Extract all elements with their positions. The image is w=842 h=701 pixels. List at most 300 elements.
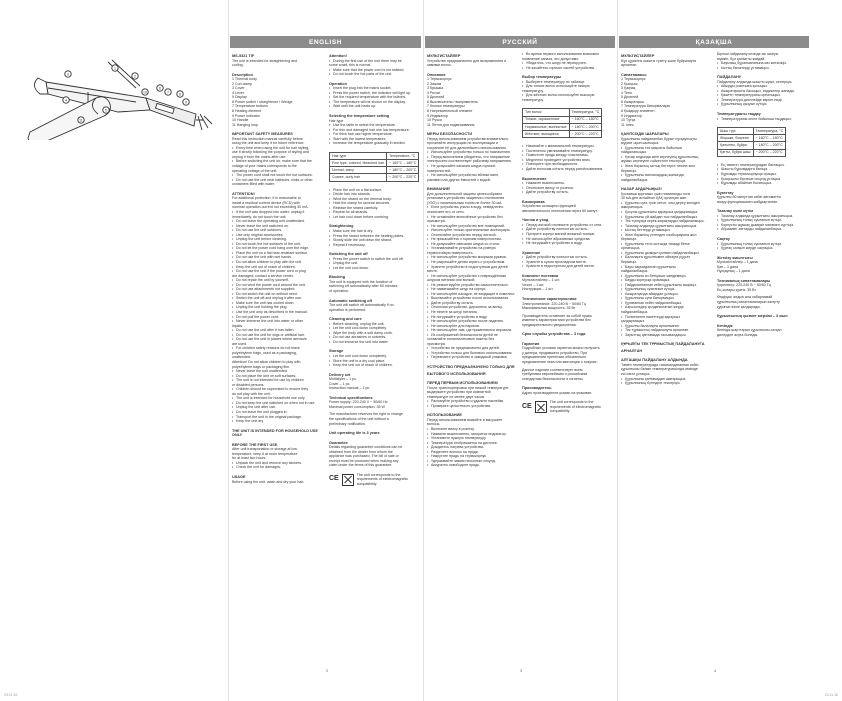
product-illustration [18, 50, 218, 140]
text-line: or disabled persons. [232, 382, 265, 387]
spacer [427, 360, 518, 363]
text-line: Нұсқаулық – 1 дана [717, 269, 750, 274]
bullet-item: • Құрылғының бүтіндігін тексеріңіз. [621, 381, 713, 386]
text-line: дилерден алуға болады. [717, 332, 759, 337]
bullet-item: • Do not wind the power cord around the unit. [232, 283, 323, 288]
text-line: 8 Нагревательный элемент [427, 109, 473, 114]
table-cell: Жёсткие, вьющиеся [523, 131, 570, 138]
table-row [523, 131, 602, 138]
text-line: Multistyler – 1 pc. [329, 377, 357, 382]
bullet-item: • Қажетті температураны орнатыңыз. [717, 93, 809, 98]
section-heading: ATTENTION! [232, 191, 255, 196]
spacer [522, 337, 614, 340]
bullet-item: • Do not touch the hot parts of the unit. [329, 72, 420, 77]
table-cell: ~ 180°C – 200°C [387, 167, 419, 174]
text-line: Hair type [329, 118, 344, 123]
bullet-item: • Не используйте там, где применяются аэрозоли. [427, 328, 518, 333]
bullet-item: • Құрылғыны суға батырмаңыз. [621, 296, 713, 301]
section-heading: Straightening [329, 224, 354, 229]
text-line: 1 Термокорпус [427, 77, 452, 82]
table-cell: Fine type, colored, bleached hair [330, 160, 387, 167]
bullet-item: • Распакуйте устройство и удалите наклейки. [427, 399, 518, 404]
page-fold-2 [423, 0, 424, 701]
page-fold-3 [617, 0, 618, 701]
spacer [329, 468, 420, 471]
bullet-item: • Тазалау алдында құрылғыны ажыратыңыз. [717, 214, 809, 219]
text-line: Before using the unit, wash and dry your hair. [232, 479, 305, 484]
spacer [329, 368, 420, 371]
bullet-item: • Не наматывайте шнур на корпус. [427, 287, 518, 292]
section-heading: Хранение [522, 250, 541, 255]
bullet-item: • Do not immerse the unit into water. [329, 340, 420, 345]
text-line: do not play with the unit. [232, 391, 271, 396]
text-line: раковин или других ёмкостей с водой. [427, 177, 491, 182]
text-line: 11 Ілгек [621, 122, 634, 127]
section-heading: Кепілдік [717, 323, 733, 328]
text-line: temperature, keep it at room temperature [232, 451, 298, 456]
bullet-item: • Шашты бұрымдарға бөліңіз. [717, 167, 809, 172]
section-heading: Сипаттамасы [621, 72, 647, 77]
table-cell: Нормальные, волнистые [523, 123, 570, 130]
section-heading: Selecting the temperature setting [329, 114, 390, 119]
text-line: мұқият оқып шығыңыз. [621, 141, 660, 146]
bullet-item: • Не разрешайте детям играть с устройством. [427, 260, 518, 265]
spacer [329, 77, 420, 80]
bullet-item: • During the first use of the unit there may be [329, 59, 420, 64]
text-line: автоматического отключения через 60 минут. [522, 208, 598, 213]
text-line: появление запаха, это допустимо. [522, 56, 580, 61]
text-line: 6 Выключатель / выпрямитель [427, 99, 478, 104]
section-heading: Тазалау және күтім [717, 209, 754, 214]
section-heading: Жеткізу жиынтығы [717, 255, 753, 260]
bullet-item: • Do not use the unit near bathtubs, sinks or other [232, 178, 323, 183]
bullet-item: • Wait until the unit heats up. [329, 104, 420, 109]
bullet-item: • Разделите волосы на пряди. [427, 450, 518, 455]
text-line: құқығын өзіне қалдырады. [717, 304, 761, 309]
bullet-item: • Пайдаланғаннан кейін құрылғыны өшіріңіз. [621, 283, 713, 288]
svg-text:10: 10 [143, 90, 147, 95]
text-line: 8 Қыздыру элементі [621, 109, 655, 114]
bullet-item: • Храните в сухом прохладном месте. [522, 260, 614, 265]
text-line: use it strictly following the purpose of styling and [232, 150, 309, 155]
text-line: Төмен температурада тасымалдағаннан кейін [621, 362, 699, 367]
bullet-item: • Не прикасайтесь к горячим поверхностям. [427, 237, 518, 242]
bullet-item: • Включите вилку в розетку. [427, 427, 518, 432]
section-heading: Delivery set [329, 372, 351, 377]
bullet-item: • Постепенно увеличивайте температуру. [522, 149, 614, 154]
table-cell: Қалыпты, бұйра [718, 142, 754, 149]
section-heading: Сақтау [717, 236, 730, 241]
spacer [717, 70, 809, 73]
spacer [329, 344, 420, 347]
text-line: 5 Display [232, 95, 247, 100]
bullet-item: • Выключайте устройство после использования. [427, 296, 518, 301]
spacer [329, 109, 420, 112]
table-cell: ~ 180°C – 200°C [569, 123, 602, 130]
bullet-item: • Выберите температуру по таблице. [522, 80, 614, 85]
text-line: The manufacturer reserves the right to change [329, 412, 403, 417]
bullet-item: • Құрылғының толық суығанын күтіңіз. [717, 218, 809, 223]
section-heading: Производитель [522, 386, 552, 391]
text-line: Құрылғы 60 минуттан кейін автоматты [717, 195, 782, 200]
text-line: of operation. [329, 288, 349, 293]
text-line: Қосымша қорғаныс үшін номиналды тогы [621, 191, 691, 196]
temperature-table [522, 108, 602, 138]
bullet-item: • Корпусты жұмсақ дымқыл матамен сүртіңіз. [717, 223, 809, 228]
bullet-item: • Аккуратно освободите прядь. [427, 463, 518, 468]
section-heading: MS-5321 TIF [232, 54, 255, 58]
bullet-item: • Never leave the unit unattended. [232, 369, 323, 374]
bullet-item: • For thin and damaged hair use low temperature. [329, 128, 420, 133]
bullet-item: • Wind the strand on the thermal body. [329, 197, 420, 202]
bullet-item: • Не допускайте свисания шнура со стола. [427, 242, 518, 247]
text-line: 6 Power switch / straightener / Wedge [232, 99, 293, 104]
table-cell: ~ 160°C – 180°C [387, 160, 419, 167]
text-line: Құрылғыны пайдаланбас бұрын нұсқаулықты [621, 136, 697, 141]
text-line: 9 Индикатор [621, 113, 642, 118]
bullet-item: • Дайте волосам остыть перед расчёсыванием. [522, 167, 614, 172]
section-heading: Blocking [329, 275, 346, 280]
text-line: for at least two hours. [232, 456, 267, 461]
text-line: температуре не менее двух часов. [427, 394, 485, 399]
bullet-item: • Не оставляйте включённое устройство без [427, 215, 518, 220]
bullet-item: • Use the table to select the temperature. [329, 123, 420, 128]
bullet-item: • Құрылғы балаларға арналмаған. [621, 324, 713, 329]
text-line: выдержите устройство при комнатной [427, 390, 491, 395]
bullet-item: • Не погружайте устройство в воду. [522, 241, 614, 246]
table-cell: Температура, °C [753, 128, 786, 135]
text-line: unplug it from the mains after use. [232, 154, 287, 159]
section-heading: Гарантия [522, 341, 540, 346]
english-column-2 [329, 52, 420, 662]
text-line: 4 Рычаг [427, 90, 441, 95]
bullet-item: • Бауының бұралмағанына көз жеткізіңіз. [717, 61, 809, 66]
bullet-item: • Температура дисплейде көрсетіледі. [717, 98, 809, 103]
bullet-item: • Устройство не предназначено для детей. [427, 346, 518, 351]
text-line: After unit transportation or storage at low [232, 447, 297, 452]
spacer [232, 68, 323, 71]
bullet-item: • Используйте только оригинальные аксессуары. [427, 228, 518, 233]
bullet-item: • Do not switch the unit on without need. [232, 292, 323, 297]
bullet-item: • Before switching the unit on, make sure that the [232, 159, 323, 164]
bullet-item: • Нажмите выключатель, загорится индикатор. [427, 432, 518, 437]
spacer [717, 121, 809, 124]
bullet-item: • Во время первого использования возможно [522, 52, 614, 57]
bullet-item: • Let hair cool down before combing. [329, 215, 420, 220]
text-line: 11 Петля для подвешивания [427, 122, 475, 127]
spacer [329, 312, 420, 315]
section-heading: Выбор температуры [522, 75, 562, 80]
text-line: Мультистайлер – 1 шт. [522, 278, 560, 283]
text-line: Cover – 1 pc. [329, 381, 351, 386]
table-row [718, 149, 786, 156]
ce-mark-icon: CE [329, 475, 339, 483]
section-heading: Техникалық сипаттамалары [717, 278, 771, 283]
spacer [522, 70, 614, 73]
bullet-item: • Не касайтесь горячих частей устройства. [522, 66, 614, 71]
text-line: пайдаланыңыз. [621, 150, 647, 155]
text-line: 7 Температура батырмалары [621, 104, 671, 109]
temperature-table [717, 127, 786, 157]
text-line: obtained from the dealer from whom the [329, 449, 393, 454]
table-cell: ~ 180°C – 200°C [753, 142, 786, 149]
spacer [329, 436, 420, 439]
spacer [232, 424, 323, 427]
bullet-item: • Ажыратқанда айырдан ұстаңыз. [621, 292, 713, 297]
table-cell: Температура, °C [569, 109, 602, 116]
text-line: appliance was purchased. The bill of sale or [329, 454, 399, 459]
text-line: сохраните её для дальнейшего использования. [427, 145, 507, 150]
bullet-item: • Не используйте устройство вне помещений. [427, 224, 518, 229]
text-line: пайдаланбаңыз. [621, 177, 649, 182]
bullet-item: • Unplug the unit. [329, 261, 420, 266]
bullet-item: • Press the strand between the heating plates. [329, 234, 420, 239]
section-heading: Cleaning and care [329, 317, 362, 322]
bullet-item: • Use the unit only as described in the manual. [232, 310, 323, 315]
text-line: 2 Қысқыш [621, 81, 638, 86]
spacer [717, 232, 809, 235]
spacer [329, 247, 420, 250]
svg-text:6: 6 [159, 86, 161, 91]
bullet-item: • Перед чисткой отключите устройство от сети. [522, 223, 614, 228]
bullet-item: • Не ремонтируйте устройство самостоятельно. [427, 283, 518, 288]
section-heading: Бұғаттау [717, 190, 734, 195]
text-line: are used. [232, 341, 247, 346]
page-number: 3 [520, 668, 523, 673]
text-line: Details regarding guarantee conditions can be [329, 445, 403, 450]
bullet-item: • Do not touch the hot surfaces of the unit. [232, 242, 323, 247]
table-cell: Қатты, бұйра шаш [718, 149, 754, 156]
text-line: температуру. [522, 88, 544, 93]
bullet-item: • Не используйте устройство после падения. [427, 319, 518, 324]
spacer [522, 381, 614, 384]
text-line: Қап – 1 дана [717, 264, 739, 269]
section-heading: USAGE [232, 475, 246, 480]
spacer [427, 127, 518, 130]
svg-text:2: 2 [134, 74, 136, 79]
bullet-item: • Не используйте устройство мокрыми руками. [427, 255, 518, 260]
text-line: receipt must be produced when making any [329, 458, 399, 463]
text-line: 30 мА-ден аспайтын ҚАҚ орнатқан жөн. [621, 196, 688, 201]
temperature-table [329, 152, 419, 182]
spacer [621, 68, 713, 71]
spacer [232, 470, 323, 473]
table-row [330, 160, 419, 167]
text-line: The unit is intended for straightening and [232, 58, 298, 63]
bullet-item: • Wipe the body with a soft damp cloth. [329, 331, 420, 336]
bullet-item: • Бауды корпусқа орамаңыз. [621, 278, 713, 283]
spacer [522, 246, 614, 249]
text-line: 5 Дисплей [427, 95, 445, 100]
text-line: бермеңіз. [621, 168, 637, 173]
bullet-item: • Полиэтилен пакеттерді қараусыз [621, 315, 713, 320]
text-line: using the unit and keep it for future reference. [232, 141, 305, 146]
text-line: поверхностей. [427, 168, 451, 173]
text-line: волосы. [427, 422, 441, 427]
bullet-item: • Make sure that the power cord is not twisted. [329, 68, 420, 73]
bullet-item: • Зауыттық қаптамада тасымалдаңыз. [621, 333, 713, 338]
table-row [330, 167, 419, 174]
bullet-item: • Do not use the unit for wigs or artificial hair. [232, 333, 323, 338]
text-line: nominal operation current not exceeding 30 mA. [232, 205, 309, 210]
bullet-item: • Құлағаннан кейін пайдаланбаңыз. [621, 301, 713, 306]
bullet-item: • Протрите корпус мягкой влажной тканью. [522, 232, 614, 237]
svg-text:9: 9 [185, 100, 187, 105]
text-line: бермеңіз. [621, 237, 637, 242]
ce-text: The unit corresponds to the requirements of electromagnetic compatibility [356, 472, 409, 487]
text-line: polyethylene bags, used as a packaging, [232, 350, 297, 355]
bullet-item: • Установите нужную температуру. [427, 436, 518, 441]
bullet-item: • Из соображений безопасности детей не [427, 333, 518, 338]
bullet-item: • Do not use the unit after it has fallen. [232, 328, 323, 333]
bullet-item: • Slowly slide the unit down the strand. [329, 238, 420, 243]
bullet-item: • Do not use the unit with wet hands. [232, 255, 323, 260]
bullet-item: • Do not keep the unit switched on when not in use. [232, 401, 323, 406]
bullet-item: • Let the unit cool down. [329, 266, 420, 271]
spacer [621, 182, 713, 185]
bullet-item: • Убедитесь, что шнур не перекручен. [522, 61, 614, 66]
bullet-item: • The unit is intended for household use only. [232, 396, 323, 401]
spacer [232, 127, 323, 130]
bullet-item: • Дайте устройству остыть. [427, 301, 518, 306]
text-line: 2 Зажим [427, 81, 442, 86]
spacer [522, 395, 614, 398]
section-heading: Комплект поставки [522, 273, 559, 278]
text-line: предъявлении претензии обязательно [522, 355, 586, 360]
section-heading: Технические характеристики [522, 296, 577, 301]
text-line: Устройство оснащено функцией [522, 204, 576, 209]
table-row [718, 128, 786, 135]
text-line: өшіру функциясымен жабдықталған. [717, 199, 779, 204]
text-line: Өндіруші алдын ала хабарламай [717, 295, 773, 300]
bullet-item: • Аэрозольдер қолданылатын жерде [621, 305, 713, 310]
bullet-item: • Дождитесь нагрева устройства. [427, 445, 518, 450]
bullet-item: • Unpack the unit and remove any stickers. [232, 461, 323, 466]
spacer [522, 269, 614, 272]
bullet-item: • Do not allow children to play with the unit. [232, 260, 323, 265]
bullet-item: • Before cleaning, unplug the unit. [329, 322, 420, 327]
text-line: ажыратыңыз. [621, 205, 644, 210]
bullet-item: • Check the unit for damages. [232, 465, 323, 470]
bullet-item: • Release the strand carefully. [329, 206, 420, 211]
bullet-item: • Divide hair into strands. [329, 192, 420, 197]
bullet-item: • Құрылғыны ванналардың жанында [621, 173, 713, 178]
text-line: предварительного уведомления. [522, 322, 577, 327]
table-cell: Шаш түрі [718, 128, 754, 135]
kazakh-section-banner: ҚАЗАҚША [619, 36, 809, 48]
ce-mark-icon: CE [522, 402, 532, 410]
table-cell: Coarse, curly hair [330, 174, 387, 181]
bullet-item: • Нажмите выключатель. [522, 181, 614, 186]
bullet-item: • The unit is not intended for use by children [232, 378, 323, 383]
text-line: электросети соответствует рабочему напряжению. [427, 159, 512, 164]
bullet-item: • Повторите при необходимости. [522, 162, 614, 167]
text-line: (УЗО) с номинальным током не более 30 мА. [427, 200, 503, 205]
text-line: Power supply: 220-240 V ~ 50/60 Hz [329, 400, 388, 405]
bullet-item: • Let the unit cool down completely. [329, 326, 420, 331]
spacer [232, 438, 323, 441]
section-heading: Switching the unit off [329, 252, 368, 257]
text-line: 7 Temperature buttons [232, 104, 268, 109]
bullet-item: • Use only original accessories. [232, 233, 323, 238]
russian-column-1 [427, 52, 518, 662]
text-line: operating voltage of the unit. [232, 168, 278, 173]
text-line: Перед использованием вымойте и высушите [427, 417, 503, 422]
section-heading: МУЛЬТИСТАЙЛЕР [621, 54, 655, 58]
bullet-item: • Never immerse the unit into water or other [232, 319, 323, 324]
bullet-item: • Құрылғыны тек мақсаты бойынша [621, 146, 713, 151]
text-line: Ең жоғары қуаты: 35 Вт [717, 287, 757, 292]
text-line: 10 Тұтқа [621, 118, 636, 123]
bullet-item: • Не погружайте устройство в воду. [427, 315, 518, 320]
section-heading: НАЗАР АУДАРЫҢЫЗ! [621, 187, 662, 192]
text-line: 3 Қақпақ [621, 86, 636, 91]
text-line: 1 Thermal body [232, 77, 257, 82]
bullet-item: • Дайте устройству полностью остыть. [522, 227, 614, 232]
text-line: шнуром питания или вилкой. [427, 278, 476, 283]
bullet-item: • Insert the plug into the mains socket. [329, 86, 420, 91]
spacer [522, 172, 614, 175]
bullet-item: • Проверьте целостность устройства. [427, 404, 518, 409]
bullet-item: • Құрылғының қызуын күтіңіз. [717, 102, 809, 107]
bullet-item: • Бұрымды абайлап босатыңыз. [717, 181, 809, 186]
bullet-item: • Құрылғыны үй-жайдан тыс пайдаланбаңыз. [621, 215, 713, 220]
text-line: Пайдалану алдында шашты жуып, кептіріңіз. [717, 79, 793, 84]
bullet-item: • Не используйте для париков. [427, 324, 518, 329]
section-heading: Storage [329, 349, 344, 354]
bullet-item: • Дайте устройству остыть. [522, 190, 614, 195]
bullet-item: • Не тяните за шнур питания. [427, 310, 518, 315]
spacer [427, 68, 518, 71]
text-line: unattended. [232, 355, 251, 360]
text-line: Бұл құрылғы шашты түзету және бұйралауға [621, 58, 696, 63]
text-line: Устройство предназначено для выпрямления и [427, 58, 507, 63]
bullet-item: • Hold the clamp for several seconds. [329, 201, 420, 206]
spacer [329, 391, 420, 394]
bullet-item: • Do not use abrasives or solvents. [329, 335, 420, 340]
bullet-item: • Do not use the unit if the power cord or plug [232, 269, 323, 274]
text-line: предъявление чека или квитанции о покупке. [522, 360, 598, 364]
recycling-bin-icon [342, 474, 354, 486]
section-heading: ИСПОЛЬЗОВАНИЕ [427, 413, 462, 418]
bullet-item: • Never leave the unit switched on. [232, 224, 323, 229]
bullet-item: • Place the unit on a flat surface. [329, 188, 420, 193]
bullet-item: • Не используйте устройство вблизи ванн, [427, 173, 518, 178]
spacer [522, 102, 614, 105]
bullet-item: • Place the unit on a flat heat-resistant surface. [232, 251, 323, 256]
text-line: 8 Heating element [232, 109, 262, 114]
bullet-item: • Тек түпнұсқа керек-жарақтарды пайдаланыңыз. [621, 219, 713, 224]
text-line: Мультистайлер – 1 дана [717, 260, 758, 265]
section-heading: Блокировка [522, 199, 545, 204]
svg-text:11: 11 [79, 118, 83, 123]
bullet-item: • Switch the unit off and unplug it after use. [232, 296, 323, 301]
text-line: После транспортировки при низкой температуре [427, 385, 509, 390]
bullet-item: • Құрылғы суға түсіп кетсе, оны дереу желіден [621, 201, 713, 206]
section-heading: ҚАУІПСІЗДІК ШАРАЛАРЫ [621, 132, 669, 137]
spacer [427, 376, 518, 379]
bullet-item: • Құрғақ салқын жерде сақтаңыз. [717, 246, 809, 251]
text-line: are damaged; contact a service center. [232, 273, 294, 278]
spacer [329, 294, 420, 297]
bullet-item: • Start with the lowest temperature. [329, 137, 420, 142]
bullet-item: • Поместите прядь между пластинами. [522, 153, 614, 158]
bullet-item: • Keep the unit out of reach of children. [329, 363, 420, 368]
spacer [329, 426, 420, 429]
spacer [717, 251, 809, 254]
spacer [329, 270, 420, 273]
bullet-item: • If the unit was dropped into water, unplug it [232, 210, 323, 215]
